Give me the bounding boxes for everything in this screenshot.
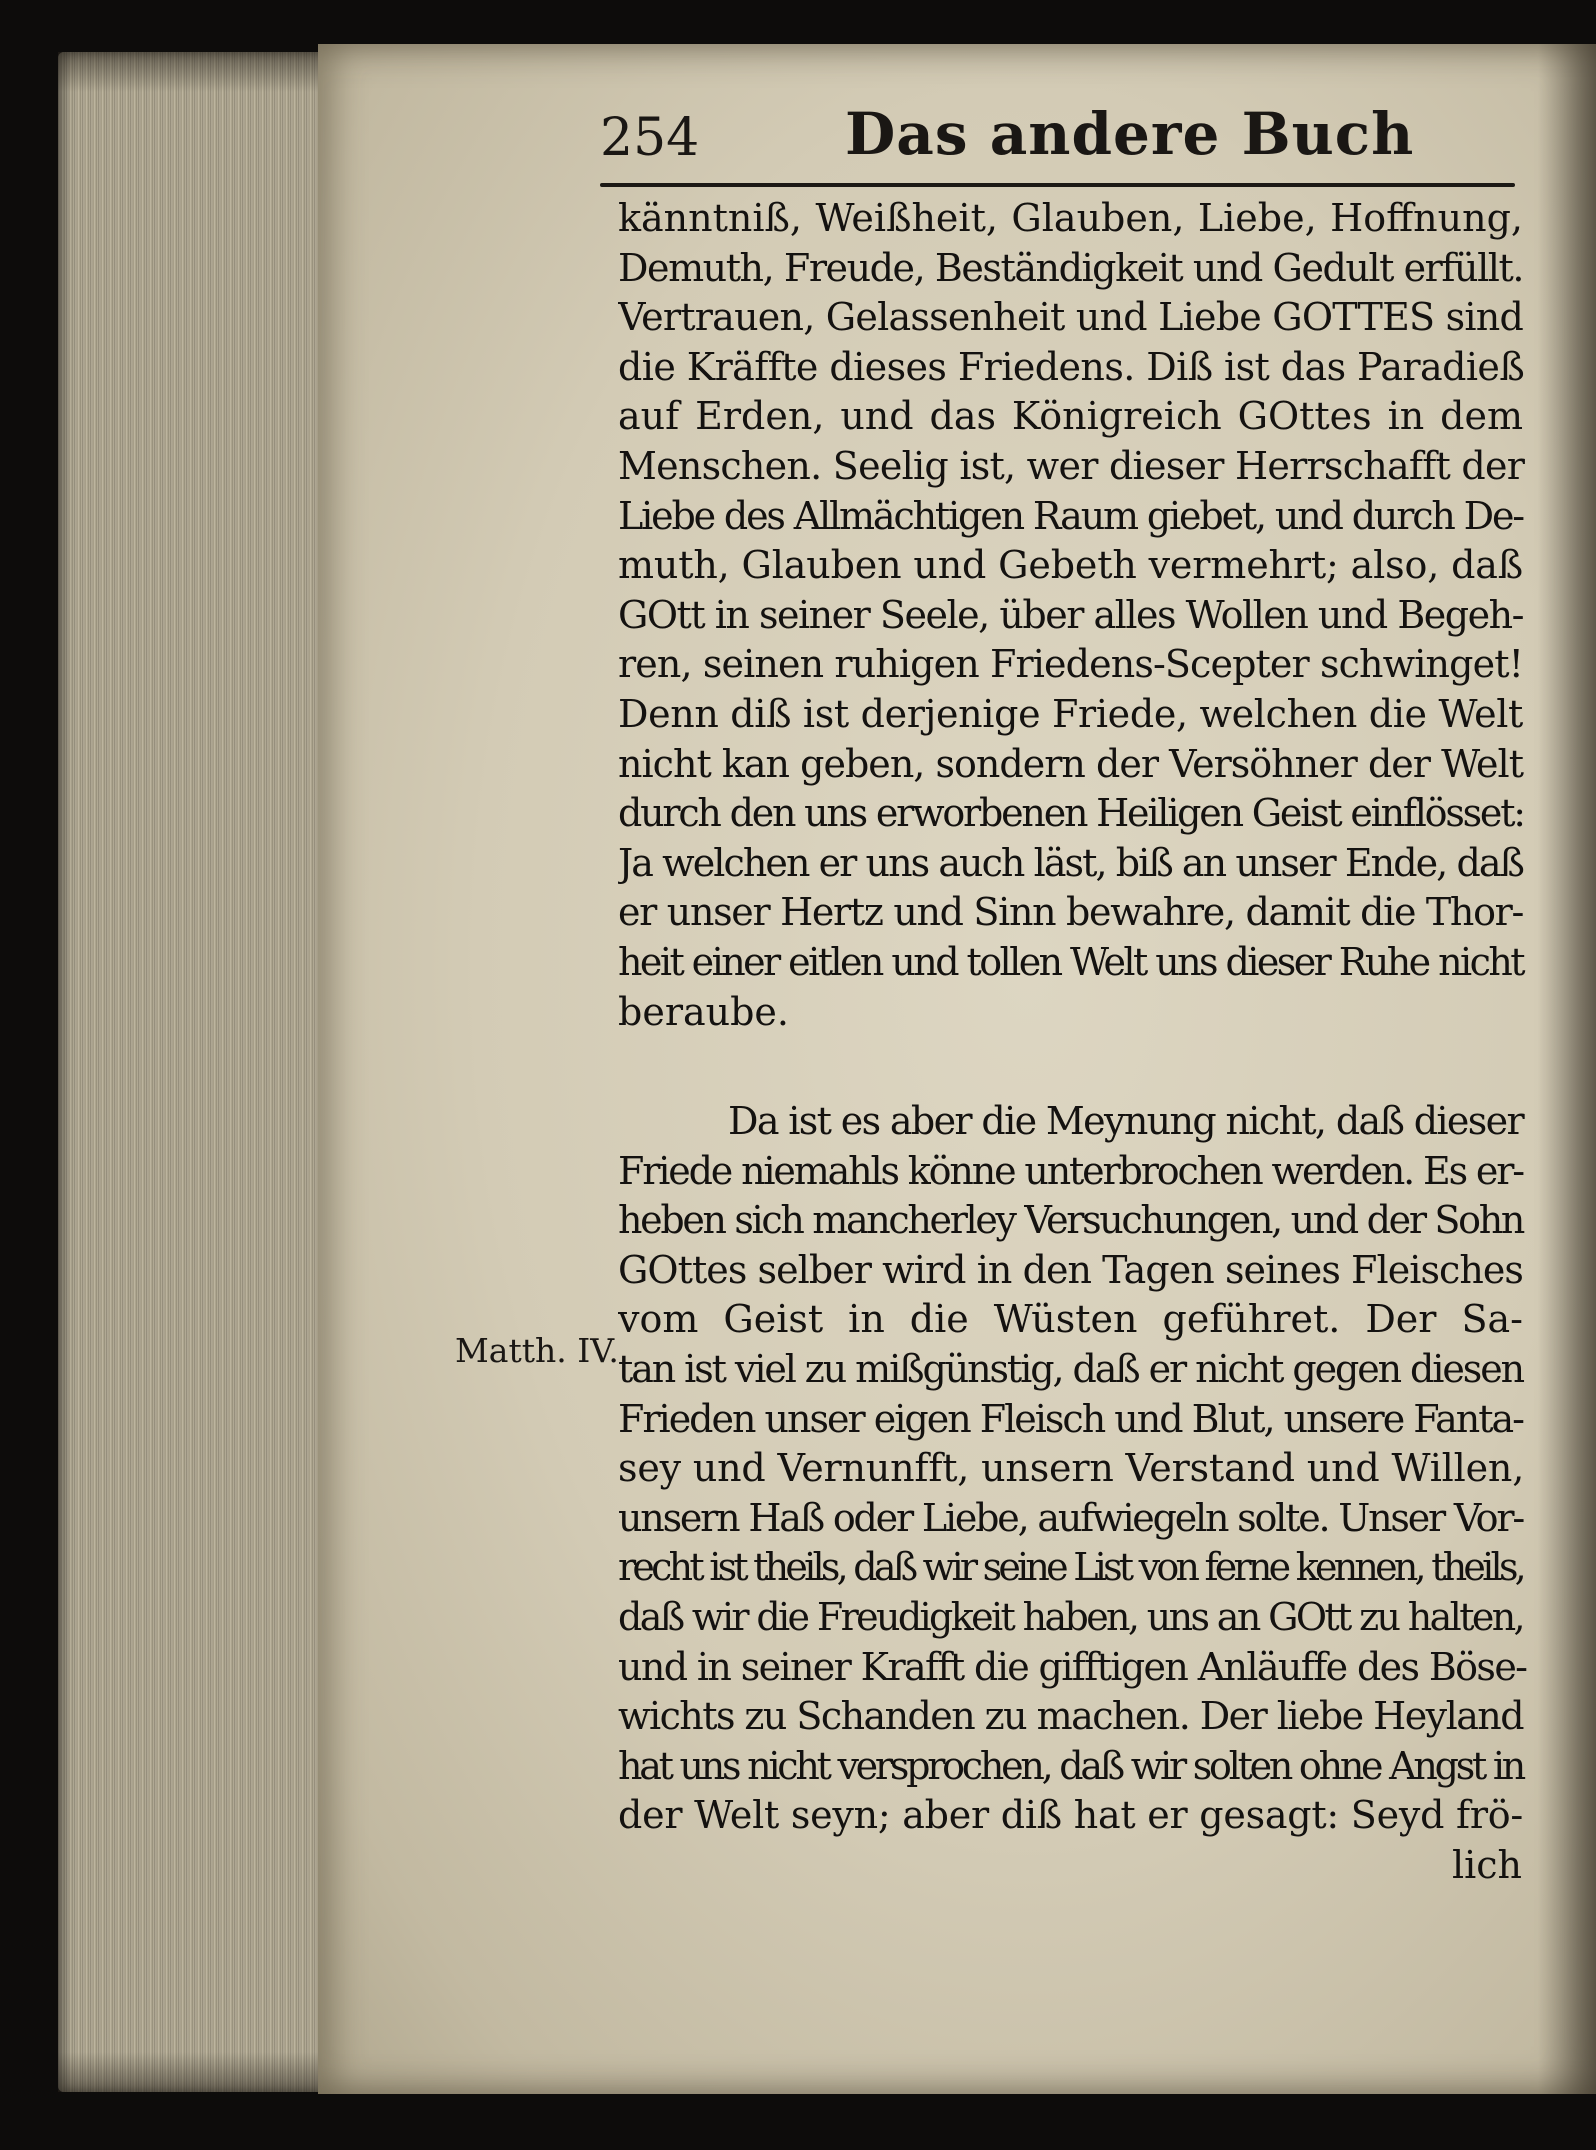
running-title: Das andere Buch — [845, 100, 1415, 168]
gutter-shadow — [1538, 44, 1596, 2094]
text-line: er unser Hertz und Sinn bewahre, damit die Thor- — [618, 890, 1523, 935]
body-text — [618, 194, 1530, 1891]
text-line: känntniß, Weißheit, Glauben, Liebe, Hoffnung, — [618, 196, 1523, 240]
text-line: durch den uns erworbenen Heiligen Geist einflösset: — [618, 791, 1524, 836]
text-line: und in seiner Krafft die gifftigen Anläuffe des Böse- — [618, 1644, 1527, 1689]
text-line: Ja welchen er uns auch läst, biß an unser Ende, daß — [618, 840, 1523, 885]
text-line: Menschen. Seelig ist, wer dieser Herrschafft der — [618, 443, 1525, 488]
text-line: hat uns nicht versprochen, daß wir solten ohne Angst in — [618, 1743, 1523, 1788]
page-header — [600, 100, 1530, 180]
text-line: heit einer eitlen und tollen Welt uns dieser Ruhe nicht — [618, 939, 1523, 984]
text-line: Liebe des Allmächtigen Raum giebet, und durch De- — [618, 493, 1523, 538]
page-number: 254 — [600, 108, 700, 168]
marginal-note: Matth. IV. — [455, 1331, 619, 1370]
edge-shadow-top — [58, 52, 358, 92]
text-line: nicht kan geben, sondern der Versöhner der Welt — [618, 741, 1523, 786]
text-line: der Welt seyn; aber diß hat er gesagt: Seyd frö- — [618, 1793, 1523, 1838]
text-line: heben sich mancherley Versuchungen, und der Sohn — [618, 1198, 1523, 1243]
text-line: Vertrauen, Gelassenheit und Liebe GOTTES sind — [618, 295, 1523, 340]
text-line: sey und Vernunfft, unsern Verstand und Willen, — [618, 1446, 1525, 1491]
text-line: GOttes selber wird in den Tagen seines Fleisches — [618, 1247, 1523, 1292]
text-line: ren, seinen ruhigen Friedens-Scepter schwinget! — [618, 642, 1523, 687]
text-line: unsern Haß oder Liebe, aufwiegeln solte. Unser Vor- — [618, 1495, 1523, 1540]
text-line: beraube. — [618, 989, 789, 1034]
text-line: auf Erden, und das Königreich GOttes in dem — [618, 394, 1523, 439]
header-rule — [600, 183, 1515, 187]
text-line: muth, Glauben und Gebeth vermehrt; also, daß — [618, 543, 1523, 588]
text-line: recht ist theils, daß wir seine List von ferne kennen, theils, — [618, 1545, 1523, 1590]
text-line: tan ist viel zu mißgünstig, daß er nicht gegen diesen — [618, 1347, 1523, 1392]
text-line: GOtt in seiner Seele, über alles Wollen und Begeh- — [618, 592, 1523, 637]
text-line: wichts zu Schanden zu machen. Der liebe Heyland — [618, 1694, 1523, 1739]
text-line: vom Geist in die Wüsten geführet. Der Sa- — [618, 1297, 1523, 1342]
text-line: daß wir die Freudigkeit haben, uns an GOtt zu halten, — [618, 1595, 1523, 1640]
text-line: Friede niemahls könne unterbrochen werden. Es er- — [618, 1148, 1524, 1193]
edge-shadow-bottom — [58, 2052, 358, 2092]
paragraph-1 — [618, 194, 1530, 1037]
page-edges — [58, 52, 358, 2092]
text-line: die Kräffte dieses Friedens. Diß ist das Paradieß — [618, 344, 1525, 389]
text-line: Demuth, Freude, Beständigkeit und Gedult erfüllt. — [618, 245, 1523, 290]
text-line: Denn diß ist derjenige Friede, welchen die Welt — [618, 691, 1523, 736]
catchword: lich — [1451, 1843, 1522, 1887]
text-line: Da ist es aber die Meynung nicht, daß dieser — [728, 1099, 1523, 1144]
text-line: Frieden unser eigen Fleisch und Blut, unsere Fanta- — [618, 1396, 1523, 1441]
paragraph-2 — [618, 1097, 1530, 1891]
